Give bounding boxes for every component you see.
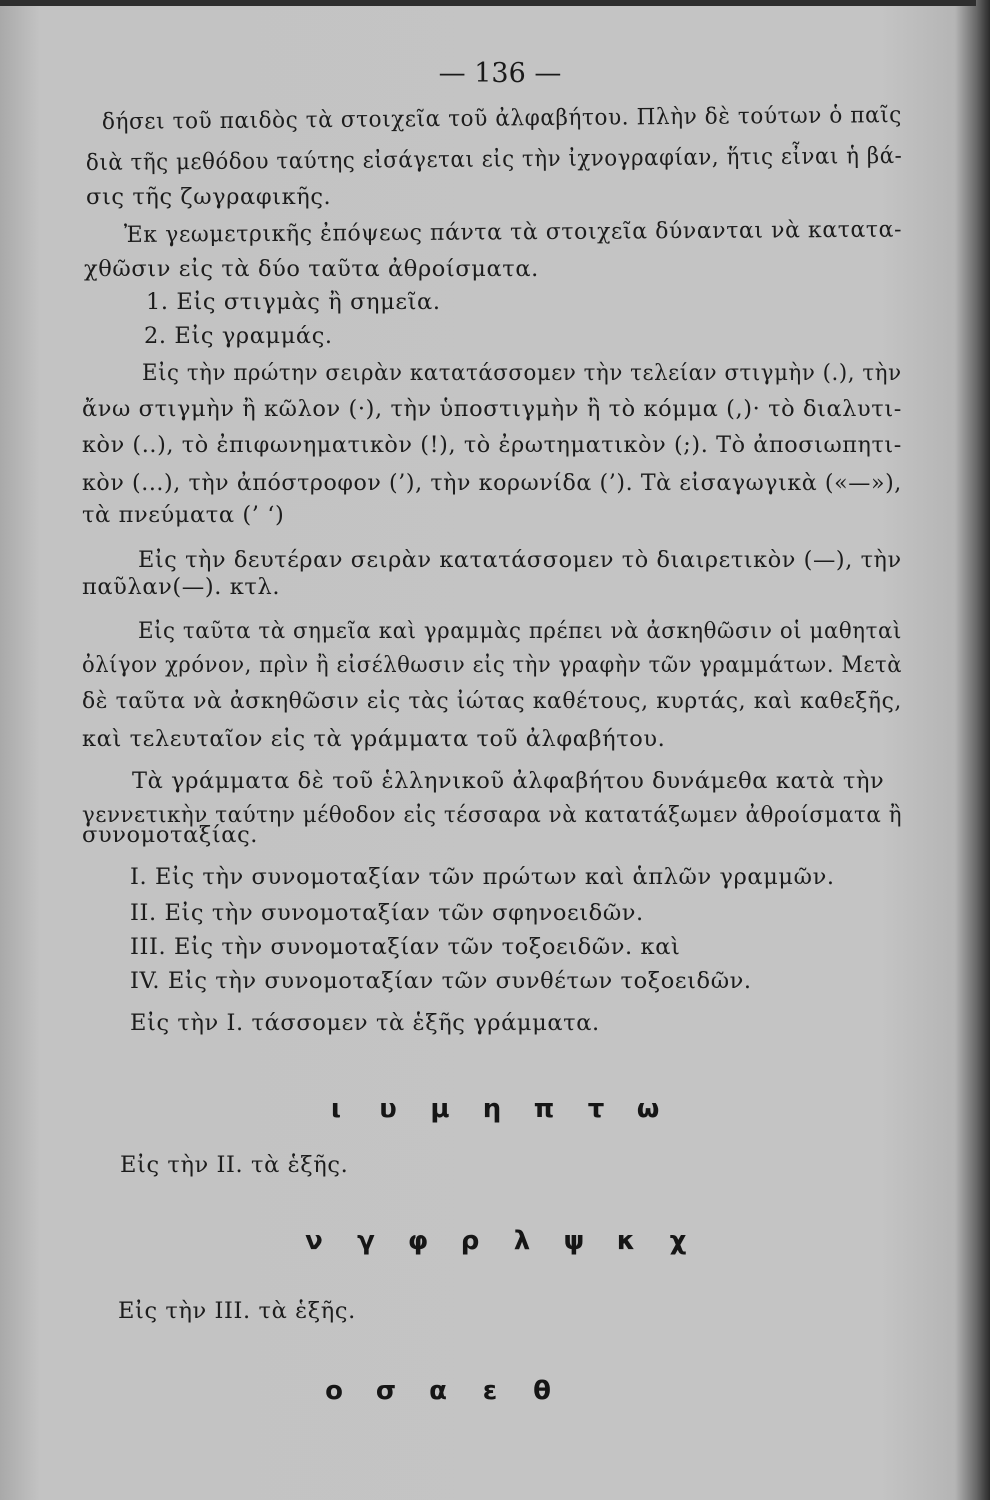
letter: γ (357, 1226, 375, 1256)
text-line: IV. Εἰς τὴν συνομοταξίαν τῶν συνθέτων τοξοειδῶν. (130, 968, 752, 994)
text-line: διὰ τῆς μεθόδου ταύτης εἰσάγεται εἰς τὴν ἰχνογραφίαν, ἥτις εἶναι ἡ βά- (85, 142, 903, 176)
letter: ν (305, 1226, 323, 1256)
letter: ο (325, 1376, 343, 1406)
letter-group-ii (288, 1226, 704, 1256)
text-line: Εἰς τὴν πρώτην σειρὰν κατατάσσομεν τὴν τελείαν στιγμὴν (.), τὴν (142, 360, 902, 386)
text-line: II. Εἰς τὴν συνομοταξίαν τῶν σφηνοειδῶν. (130, 900, 644, 926)
text-line: Εἰς τὴν II. τὰ ἑξῆς. (120, 1152, 349, 1178)
text-line: ἄνω στιγμὴν ἢ κῶλον (·), τὴν ὑποστιγμὴν ἢ τὸ κόμμα (,)· τὸ διαλυτι- (82, 396, 902, 422)
letter: π (533, 1094, 555, 1124)
text-line: δήσει τοῦ παιδὸς τὰ στοιχεῖα τοῦ ἀλφαβήτου. Πλὴν δὲ τούτων ὁ παῖς (101, 102, 902, 135)
right-scan-edge (976, 0, 990, 1500)
text-line: γεννετικὴν ταύτην μέθοδον εἰς τέσσαρα νὰ κατατάξωμεν ἀθροίσματα ἢ (82, 802, 903, 828)
page-number: — 136 — (438, 58, 562, 89)
text-line: 2. Εἰς γραμμάς. (144, 323, 333, 349)
text-line: κὸν (...), τὴν ἀπόστροφον (’), τὴν κορωνίδα (’). Τὰ εἰσαγωγικὰ («—»), (82, 470, 902, 496)
text-line: παῦλαν(—). κτλ. (82, 574, 281, 600)
text-line: Τὰ γράμματα δὲ τοῦ ἑλληνικοῦ ἀλφαβήτου δυνάμεθα κατὰ τὴν (132, 768, 885, 794)
text-line: δὲ ταῦτα νὰ ἀσκηθῶσιν εἰς τὰς ἰώτας καθέτους, κυρτάς, καὶ καθεξῆς, (82, 688, 902, 714)
text-line: τὰ πνεύματα (’ ‘) (82, 502, 285, 528)
text-line: καὶ τελευταῖον εἰς τὰ γράμματα τοῦ ἀλφαβήτου. (82, 726, 666, 752)
letter: χ (669, 1226, 687, 1256)
letter: κ (616, 1226, 636, 1256)
text-line: I. Εἰς τὴν συνομοταξίαν τῶν πρώτων καὶ ἁπλῶν γραμμῶν. (130, 864, 835, 890)
text-line: συνομοταξίας. (82, 822, 259, 848)
letter-group-i (310, 1094, 674, 1124)
text-line: χθῶσιν εἰς τὰ δύο ταῦτα ἀθροίσματα. (84, 256, 539, 282)
letter: ψ (563, 1226, 585, 1256)
text-line: Εἰς τὴν III. τὰ ἑξῆς. (118, 1298, 356, 1324)
letter: ω (636, 1094, 660, 1124)
text-line: κὸν (..), τὸ ἐπιφωνηματικὸν (!), τὸ ἐρωτηματικὸν (;). Τὸ ἀποσιωπητι- (82, 432, 902, 458)
letter: θ (533, 1376, 551, 1406)
letter: τ (587, 1094, 605, 1124)
letter: λ (513, 1226, 531, 1256)
top-scan-edge (0, 0, 990, 6)
letter: υ (379, 1094, 397, 1124)
letter: α (429, 1376, 447, 1406)
text-line: ὀλίγον χρόνον, πρὶν ἢ εἰσέλθωσιν εἰς τὴν γραφὴν τῶν γραμμάτων. Μετὰ (82, 652, 903, 678)
letter: ε (482, 1376, 498, 1406)
text-line: Εἰς τὴν δευτέραν σειρὰν κατατάσσομεν τὸ διαιρετικὸν (—), τὴν (138, 547, 902, 573)
text-line: III. Εἰς τὴν συνομοταξίαν τῶν τοξοειδῶν. καὶ (130, 934, 681, 960)
letter: ρ (460, 1226, 480, 1256)
text-line: Εἰς ταῦτα τὰ σημεῖα καὶ γραμμὰς πρέπει νὰ ἀσκηθῶσιν οἱ μαθηταὶ (138, 618, 902, 644)
letter-group-iii (308, 1376, 568, 1406)
letter: σ (375, 1376, 397, 1406)
letter: η (482, 1094, 502, 1124)
text-line: σις τῆς ζωγραφικῆς. (86, 184, 332, 210)
text-line: 1. Εἰς στιγμὰς ἢ σημεῖα. (146, 289, 441, 315)
text-line: Ἐκ γεωμετρικῆς ἐπόψεως πάντα τὰ στοιχεῖα δύνανται νὰ κατατα- (123, 216, 903, 248)
letter: φ (407, 1226, 429, 1256)
letter: ι (330, 1094, 342, 1124)
letter: μ (430, 1094, 450, 1124)
text-line: Εἰς τὴν I. τάσσομεν τὰ ἑξῆς γράμματα. (130, 1010, 600, 1036)
